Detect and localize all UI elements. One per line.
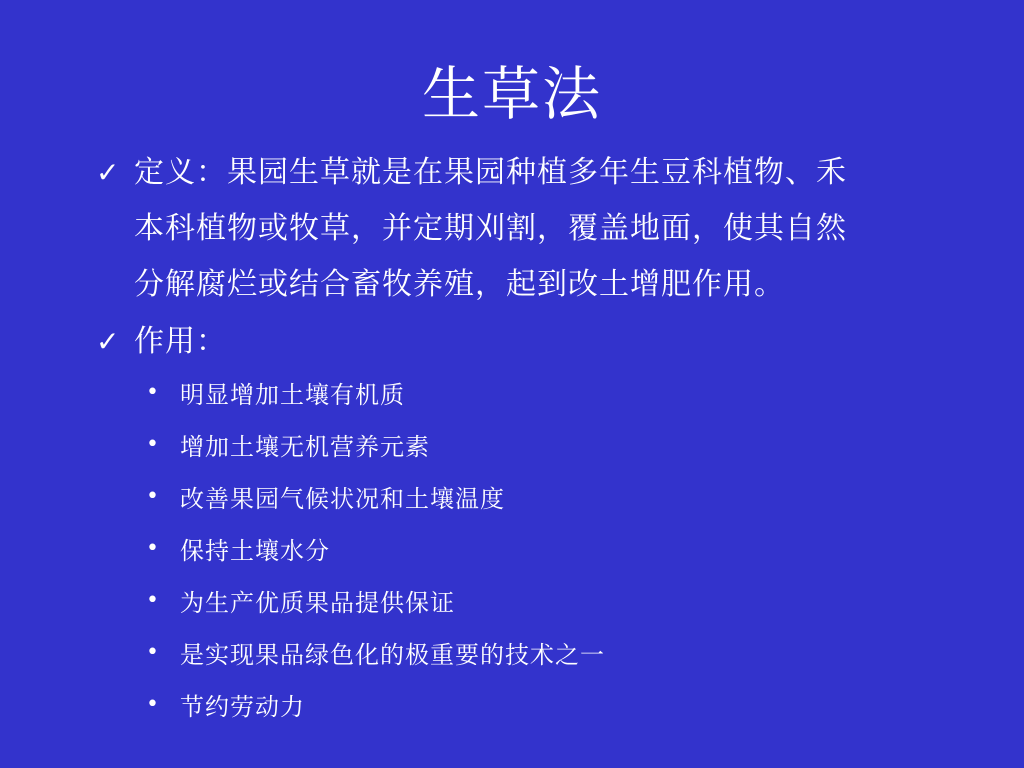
bullet-text: 为生产优质果品提供保证 [180,588,455,617]
function-bullet-list [146,366,946,730]
bullet-text: 保持土壤水分 [180,536,330,565]
bullet-item [146,418,946,470]
checkmark-icon: ✓ [96,156,120,189]
bullet-item [146,574,946,626]
bullet-text: 改善果园气候状况和土壤温度 [180,484,505,513]
slide-title: 生草法 [421,60,602,128]
bullet-text: 增加土壤无机营养元素 [180,432,430,461]
definition-text [134,145,847,313]
definition-item [96,145,936,313]
bullet-icon: • [146,691,159,717]
bullet-icon: • [146,535,159,561]
definition-line: 分解腐烂或结合畜牧养殖，起到改土增肥作用。 [134,267,785,302]
bullet-item [146,366,946,418]
bullet-text: 明显增加土壤有机质 [180,380,405,409]
bullet-icon: • [146,587,159,613]
definition-line: 定义：果园生草就是在果园种植多年生豆科植物、禾 [134,155,847,190]
function-label: 作用： [134,324,227,359]
bullet-item [146,678,946,730]
bullet-icon: • [146,379,159,405]
checkmark-icon: ✓ [96,325,120,358]
bullet-item [146,626,946,678]
bullet-icon: • [146,639,159,665]
bullet-icon: • [146,483,159,509]
bullet-item [146,470,946,522]
bullet-icon: • [146,431,159,457]
function-item [96,314,936,370]
definition-line: 本科植物或牧草，并定期刈割，覆盖地面，使其自然 [134,211,847,246]
bullet-item [146,522,946,574]
bullet-text: 节约劳动力 [180,692,305,721]
bullet-text: 是实现果品绿色化的极重要的技术之一 [180,640,605,669]
